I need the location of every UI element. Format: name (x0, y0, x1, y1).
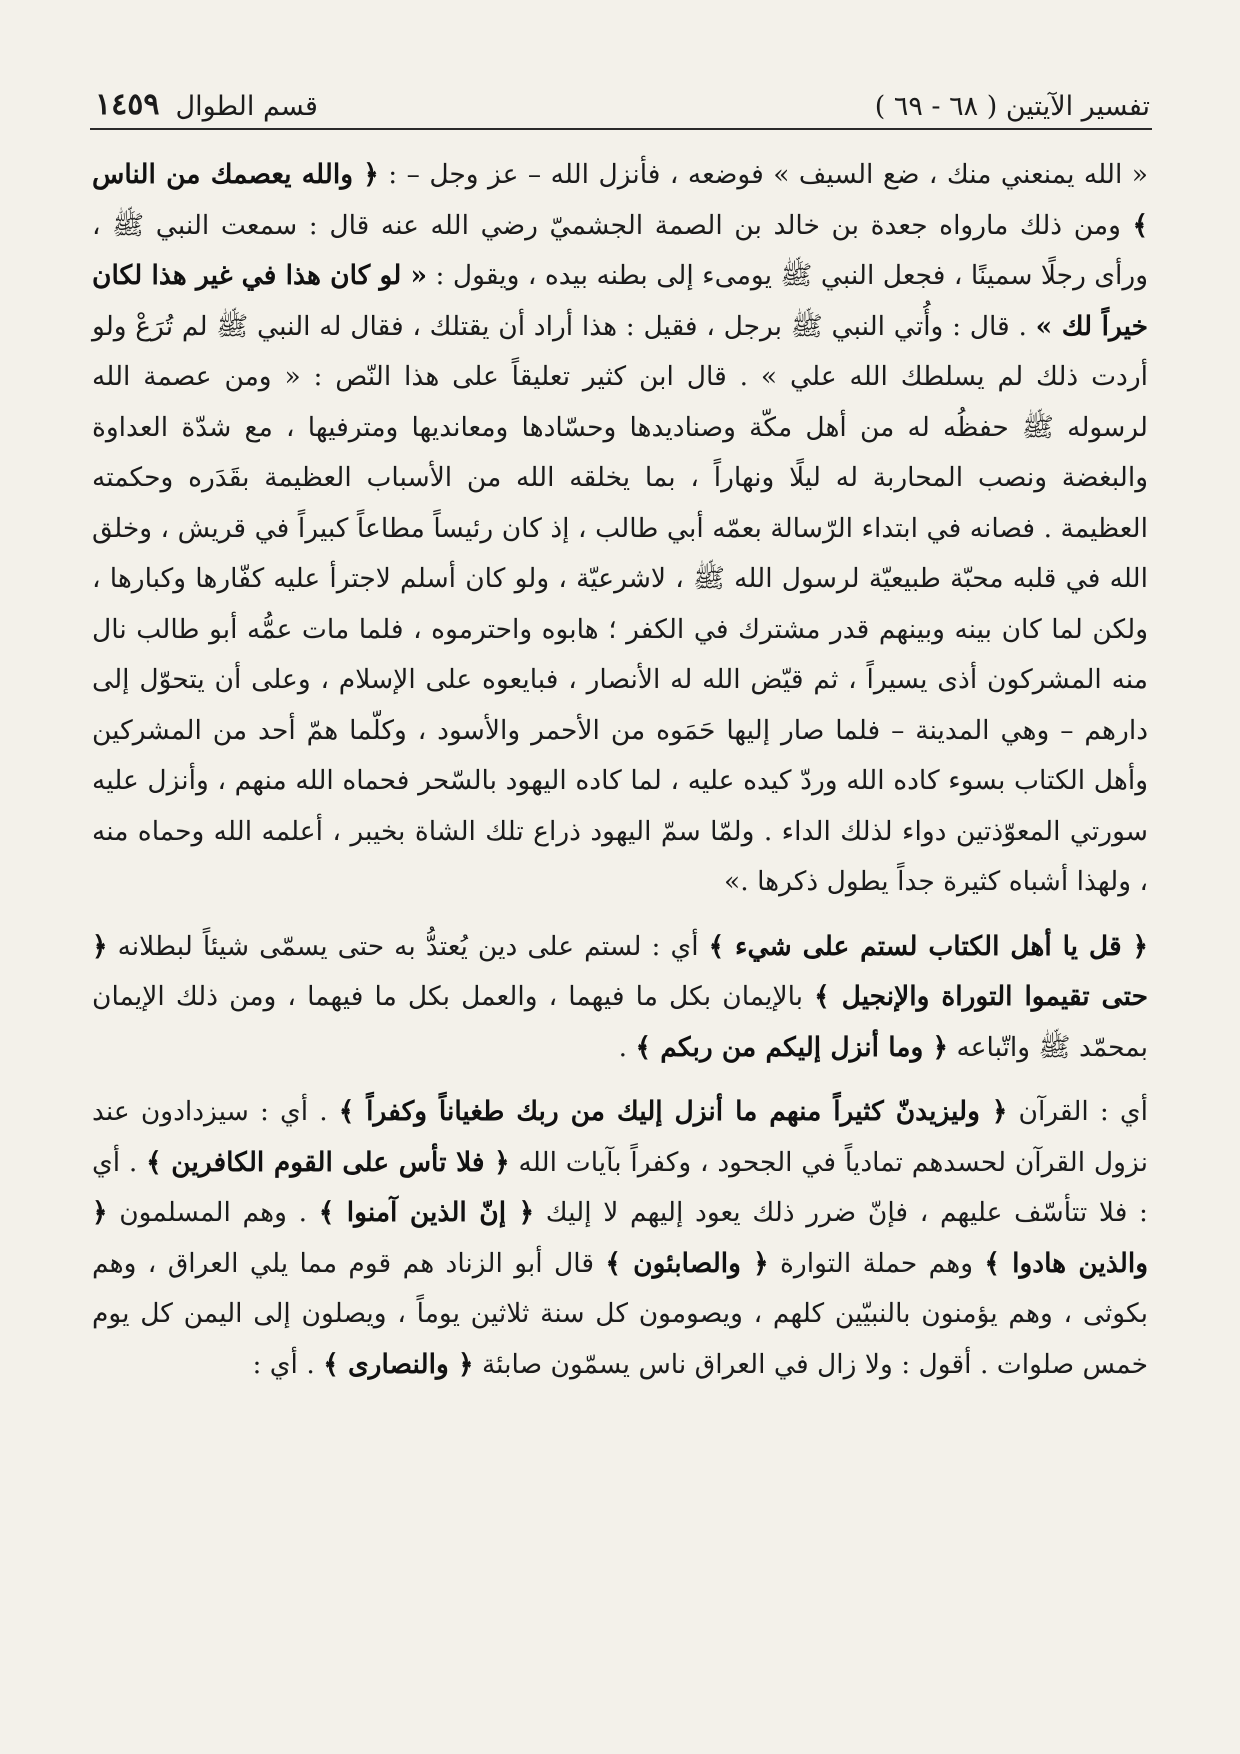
text-run: بالإيمان بكل ما فيهما ، والعمل بكل ما فيهما ، ومن ذلك الإيمان بمحمّد ﷺ واتّباعه (92, 981, 1148, 1063)
section-label: قسم الطوال (175, 91, 318, 122)
quran-verse: ﴿ والذين هادوا ﴾ (92, 1197, 1149, 1279)
text-run: أي : القرآن (1007, 1096, 1149, 1127)
text-run: . أي : (252, 1348, 324, 1380)
paragraph (92, 922, 1148, 1074)
text-run: . أي : سيزدادون عند نزول القرآن لحسدهم تمادياً في الجحود ، وكفراً بآيات الله (92, 1096, 1148, 1178)
quran-verse: ﴿ وليزيدنّ كثيراً منهم ما أنزل إليك من ربك طغياناً وكفراً ﴾ (338, 1096, 1008, 1127)
page-number: ١٤٥٩ (95, 87, 160, 122)
text-run: . (618, 1031, 636, 1063)
text-run: ومن ذلك مارواه جعدة بن خالد بن الصمة الجشميّ رضي الله عنه قال : سمعت النبي ﷺ ، ورأى رجلًا سمينًا ، فجعل النبي ﷺ يومىء إلى بطنه بيده ، ويقول : (92, 209, 1148, 291)
paragraph (92, 150, 1148, 908)
page-header (95, 78, 1150, 122)
text-run: . وهم المسلمون (107, 1197, 319, 1228)
running-title: تفسير الآيتين ( ٦٨ - ٦٩ ) (874, 91, 1150, 122)
header-rule (90, 128, 1152, 130)
quran-verse: ﴿ فلا تأس على القوم الكافرين ﴾ (146, 1146, 510, 1178)
header-left-group (95, 87, 318, 122)
quran-verse: ﴿ وما أنزل إليكم من ربكم ﴾ (635, 1031, 949, 1063)
page-body (92, 150, 1148, 1390)
quran-verse: « لو كان هذا في غير هذا لكان خيراً لك » (92, 260, 1148, 342)
quran-verse: ﴿ إنّ الذين آمنوا ﴾ (318, 1197, 535, 1228)
quran-verse: ﴿ والصابئون ﴾ (605, 1247, 769, 1279)
text-run: أي : لستم على دين يُعتدُّ به حتى يسمّى شيئاً لبطلانه (107, 930, 709, 962)
quran-verse: ﴿ والنصارى ﴾ (323, 1348, 474, 1380)
quran-verse: ﴿ والله يعصمك من الناس ﴾ (92, 159, 1148, 241)
quran-verse: ﴿ قل يا أهل الكتاب لستم على شيء ﴾ (708, 930, 1148, 962)
text-run: قال أبو الزناد هم قوم مما يلي العراق ، وهم بكوثى ، وهم يؤمنون بالنبيّين كلهم ، ويصومون كل سنة ثلاثين يوماً ، ويصلون إلى اليمن كل يوم خمس صلوات . أقول : ولا زال في العراق ناس يسمّون صابئة (92, 1247, 1148, 1380)
text-run: . أي : فلا تتأسّف عليهم ، فإنّ ضرر ذلك يعود إليهم لا إليك (92, 1146, 1148, 1228)
text-run: « الله يمنعني منك ، ضع السيف » فوضعه ، فأنزل الله – عز وجل – : (378, 159, 1148, 190)
paragraph (92, 1087, 1148, 1390)
quran-verse: ﴿ حتى تقيموا التوراة والإنجيل ﴾ (92, 930, 1148, 1012)
text-run: وهم حملة التوارة (768, 1247, 985, 1279)
text-run: . قال : وأُتي النبي ﷺ برجل ، فقيل : هذا أراد أن يقتلك ، فقال له النبي ﷺ لم تُرَعْ ولو أردت ذلك لم يسلطك الله علي » . قال ابن كثير تعليقاً على هذا النّص : « ومن عصمة الله لرسوله ﷺ حفظُه له من أهل مكّة وصناديدها وحسّادها ومعانديها ومترفيها ، مع شدّة العداوة والبغضة ونصب المحاربة له ليلًا ونهاراً ، بما يخلقه الله من الأسباب العظيمة بقَدَره وحكمته العظيمة . فصانه في ابتداء الرّسالة بعمّه أبي طالب ، إذ كان رئيساً مطاعاً كبيراً في قريش ، وخلق الله في قلبه محبّة طبيعيّة لرسول الله ﷺ ، لاشرعيّة ، ولو كان أسلم لاجترأ عليه كفّارها وكبارها ، ولكن لما كان بينه وبينهم قدر مشترك في الكفر ؛ هابوه واحترموه ، فلما مات عمُّه أبو طالب نال منه المشركون أذى يسيراً ، ثم قيّض الله له الأنصار ، فبايعوه على الإسلام ، وعلى أن يتحوّل إلى دارهم – وهي المدينة – فلما صار إليها حَمَوه من الأحمر والأسود ، وكلّما همّ أحد من المشركين وأهل الكتاب بسوء كاده الله وردّ كيده عليه ، لما كاده اليهود بالسّحر فحماه الله منهم ، وأنزل عليه سورتي المعوّذتين دواء لذلك الداء . ولمّا سمّ اليهود ذراع تلك الشاة بخيبر ، أعلمه الله وحماه منه ، ولهذا أشباه كثيرة جداً يطول ذكرها .» (92, 310, 1148, 897)
